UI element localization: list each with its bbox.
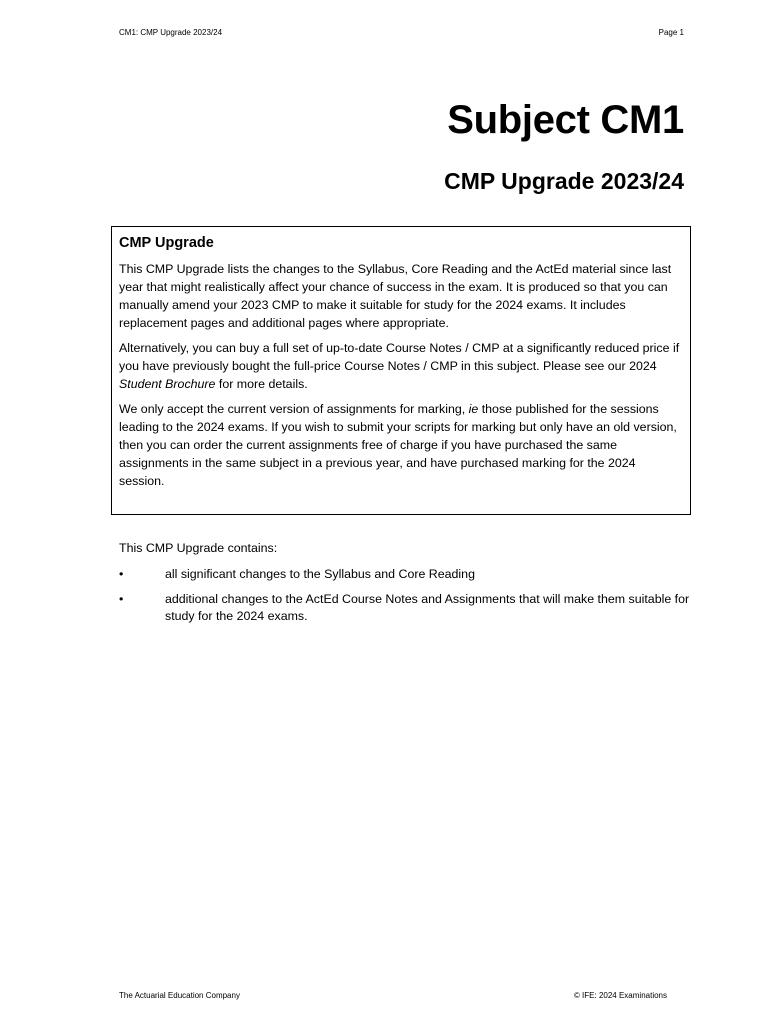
list-item [119, 591, 694, 625]
bullet-icon: • [119, 592, 124, 606]
contents-list [119, 566, 694, 633]
list-item-text: additional changes to the ActEd Course Notes and Assignments that will make them suitable for study for the 2024 exams. [165, 592, 690, 623]
contents-intro: This CMP Upgrade contains: [119, 541, 278, 555]
page-number: Page 1 [658, 28, 684, 37]
list-item [119, 566, 694, 583]
list-item-text: all significant changes to the Syllabus and Core Reading [165, 567, 475, 581]
paragraph-text: for more details. [215, 377, 308, 391]
box-heading: CMP Upgrade [119, 235, 214, 251]
running-header-title: CM1: CMP Upgrade 2023/24 [119, 28, 223, 37]
ie-abbreviation: ie [468, 402, 479, 416]
footer-publisher: The Actuarial Education Company [119, 991, 240, 1000]
paragraph-text: We only accept the current version of assignments for marking, [119, 402, 469, 416]
bullet-icon: • [119, 567, 124, 581]
footer-copyright: © IFE: 2024 Examinations [573, 991, 667, 1000]
box-paragraph-1: This CMP Upgrade lists the changes to the Syllabus, Core Reading and the ActEd material since last year that might realistically affect your chance of success in the exam. It is produced so that you can manually amend your 2023 CMP to make it suitable for study for the 2024 exams. It includes replacement pages and additional pages where appropriate. [119, 262, 672, 330]
student-brochure-title: Student Brochure [119, 377, 216, 391]
box-paragraph-2 [119, 339, 682, 393]
paragraph-text: Alternatively, you can buy a full set of up-to-date Course Notes / CMP at a significantly reduced price if you have previously bought the full-price Course Notes / CMP in this subject. Please see our 2024 [119, 341, 680, 373]
page-subtitle: CMP Upgrade 2023/24 [444, 168, 684, 194]
cmp-upgrade-box [111, 226, 691, 515]
page-title: Subject CM1 [447, 98, 684, 142]
paragraph-text: those published for the sessions leading to the 2024 exams. If you wish to submit your scripts for marking but only have an old version, then you can order the current assignments free of charge if you have purchased the same assignments in the same subject in a previous year, and have purchased marking for the 2024 session. [119, 402, 677, 488]
box-paragraph-3 [119, 400, 682, 490]
